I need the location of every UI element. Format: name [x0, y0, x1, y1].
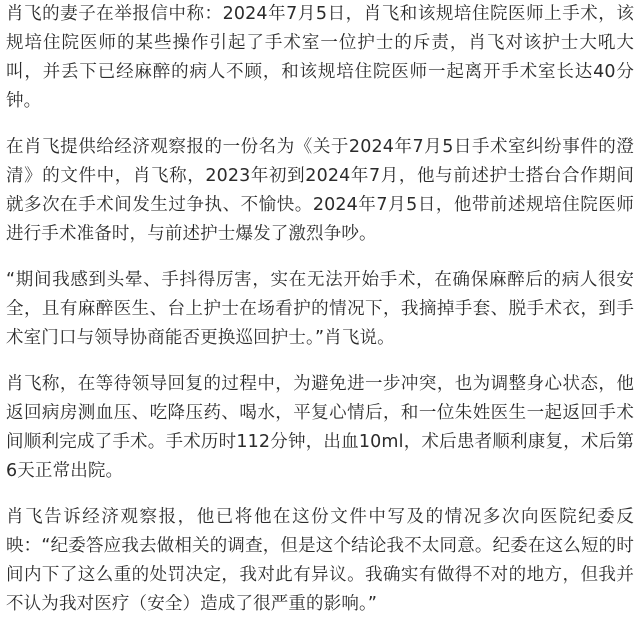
- paragraph-gap: [6, 486, 634, 503]
- paragraph-gap: [6, 353, 634, 370]
- paragraph-5: 肖飞告诉经济观察报，他已将他在这份文件中写及的情况多次向医院纪委反映：“纪委答应我去做相关的调查，但是这个结论我不太同意。纪委在这么短的时间内下了这么重的处罚决定，我对此有异议。我确实有做得不对的地方，但我并不认为我对医疗（安全）造成了很严重的影响。”: [6, 507, 634, 614]
- paragraph-2: 在肖飞提供给经济观察报的一份名为《关于2024年7月5日手术室纠纷事件的澄清》的文件中，肖飞称，2023年初到2024年7月，他与前述护士搭台合作期间就多次在手术间发生过争执、不愉快。2024年7月5日，他带前述规培住院医师进行手术准备时，与前述护士爆发了激烈争吵。: [6, 137, 634, 244]
- article-body: [6, 0, 634, 619]
- paragraph-1: 肖飞的妻子在举报信中称：2024年7月5日，肖飞和该规培住院医师上手术，该规培住院医师的某些操作引起了手术室一位护士的斥责，肖飞对该护士大吼大叫，并丢下已经麻醉的病人不顾，和该规培住院医师一起离开手术室长达40分钟。: [6, 4, 634, 111]
- paragraph-gap: [6, 116, 634, 133]
- paragraph-4: 肖飞称，在等待领导回复的过程中，为避免进一步冲突，也为调整身心状态，他返回病房测血压、吃降压药、喝水，平复心情后，和一位朱姓医生一起返回手术间顺利完成了手术。手术历时112分钟，出血10ml，术后患者顺利康复，术后第6天正常出院。: [6, 374, 634, 481]
- paragraph-gap: [6, 249, 634, 266]
- paragraph-3: “期间我感到头晕、手抖得厉害，实在无法开始手术，在确保麻醉后的病人很安全，且有麻醉医生、台上护士在场看护的情况下，我摘掉手套、脱手术衣，到手术室门口与领导协商能否更换巡回护士。”肖飞说。: [6, 270, 634, 348]
